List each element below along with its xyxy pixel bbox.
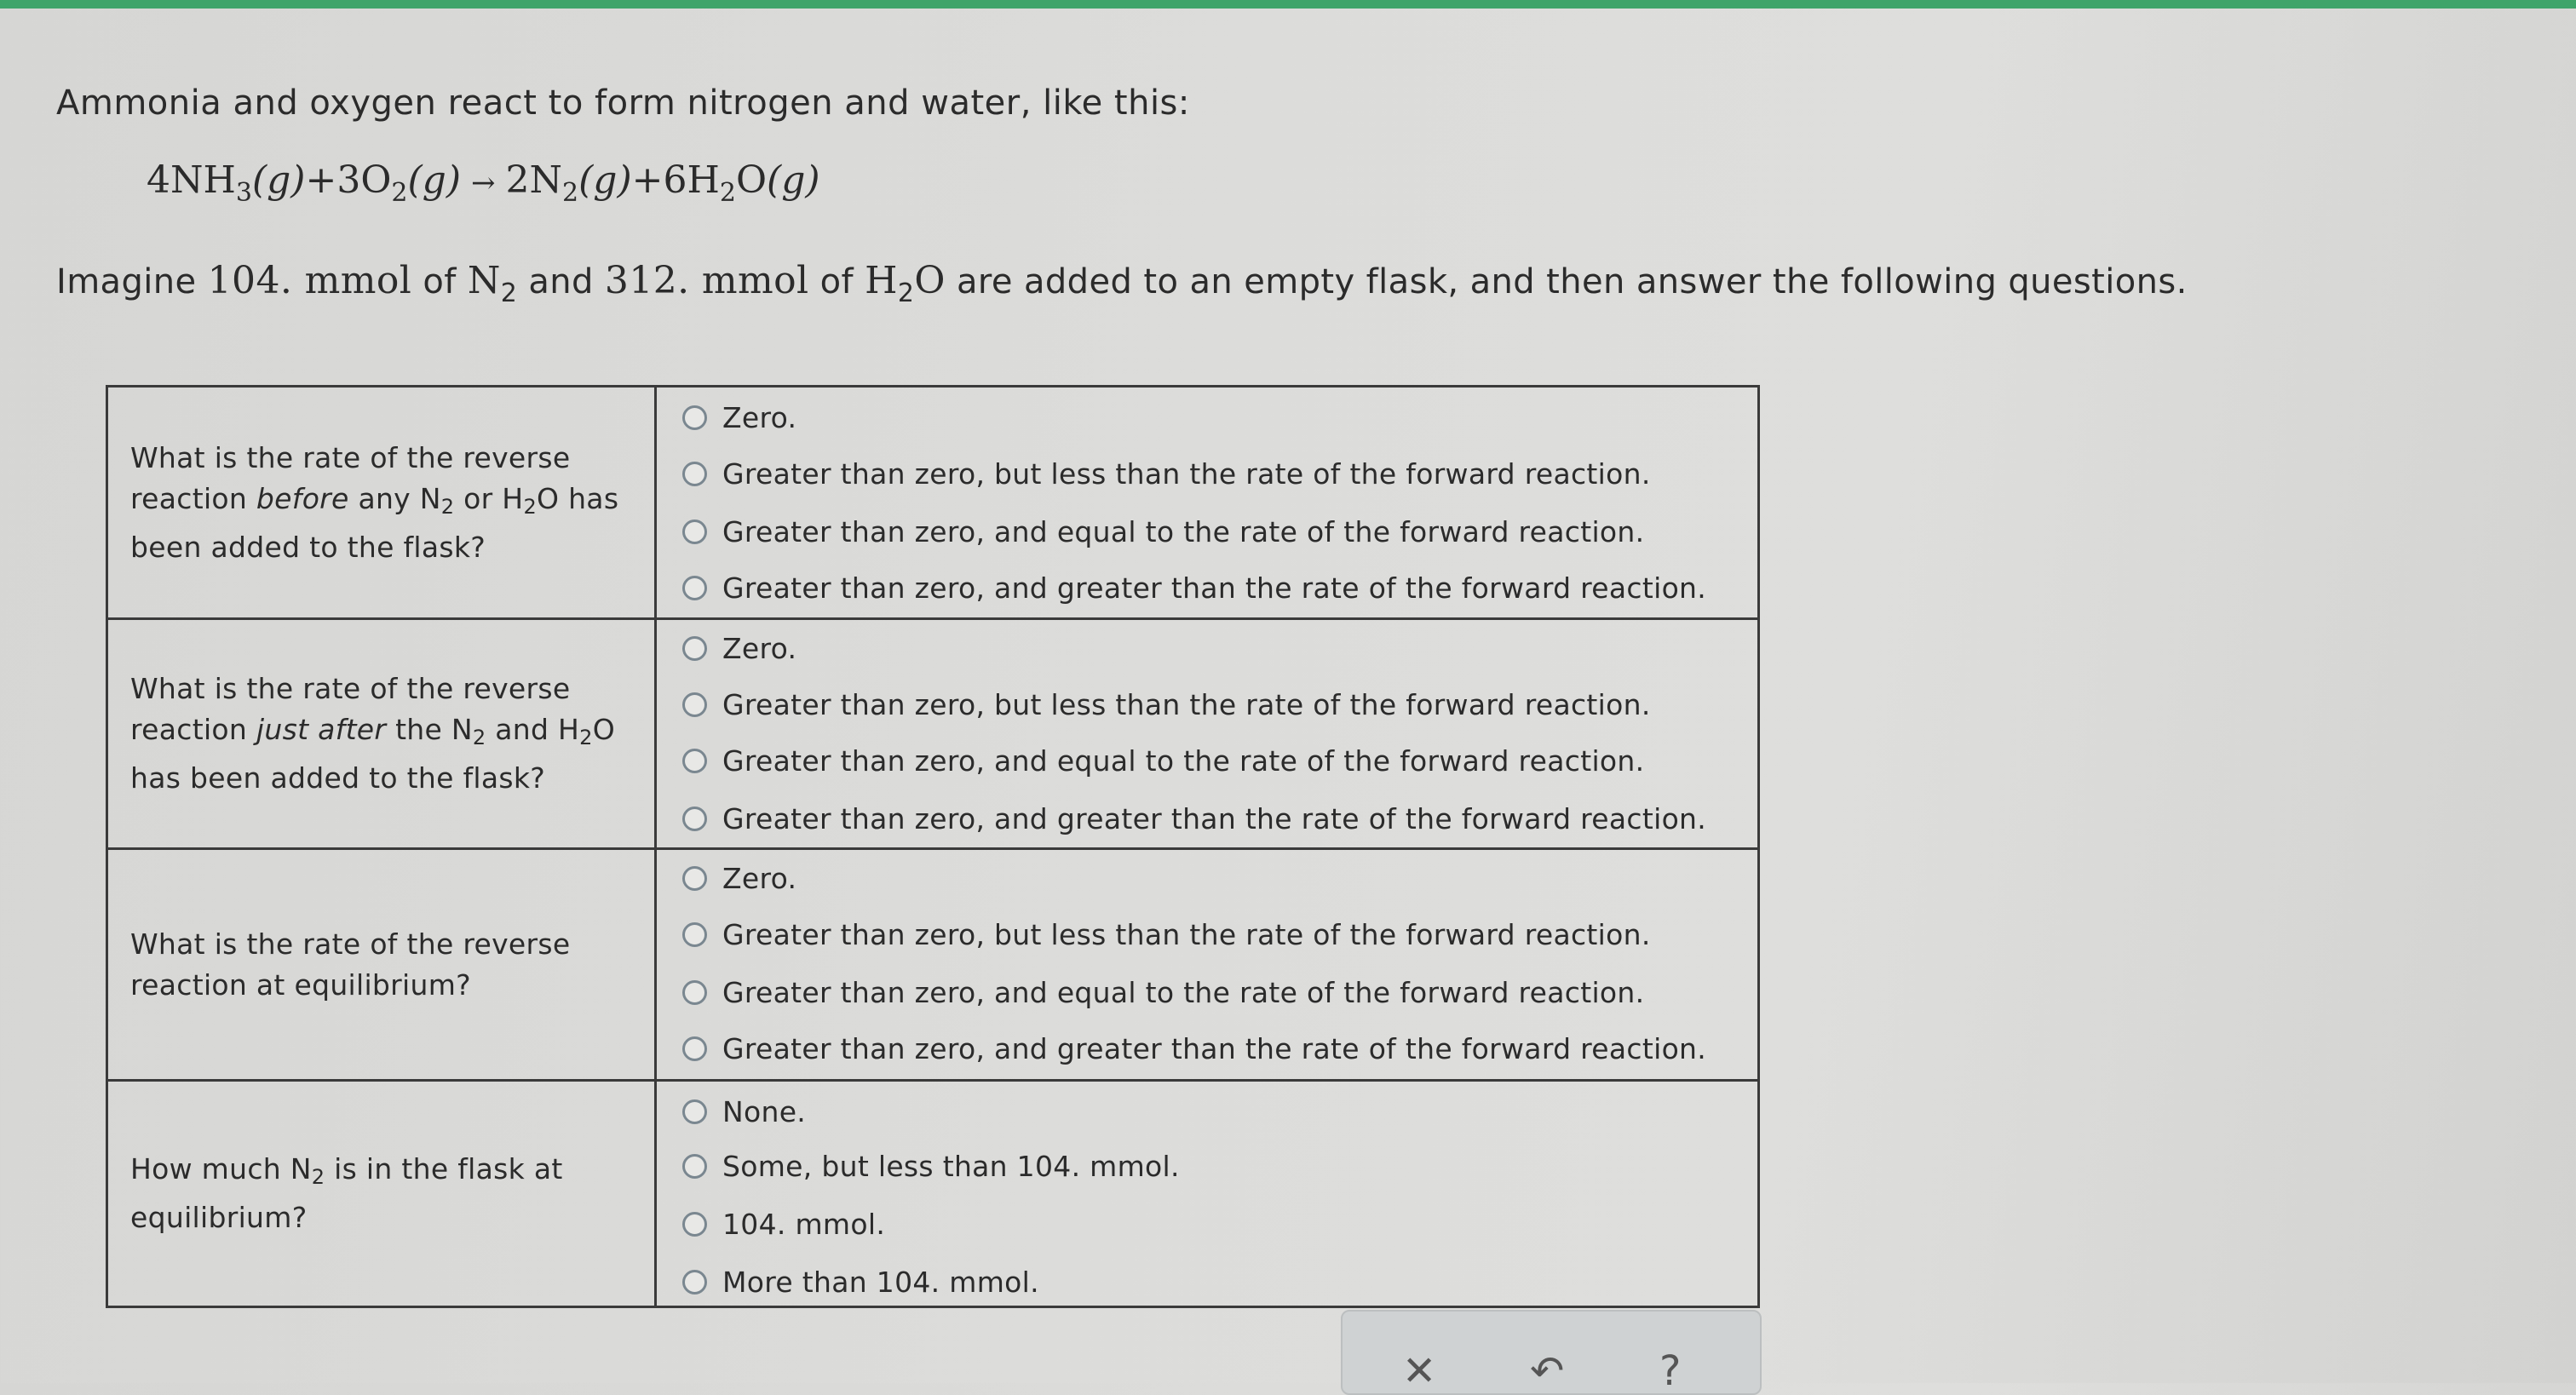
option-label: Some, but less than 104. mmol.: [722, 1150, 1180, 1183]
option-greater-than-forward[interactable]: [682, 802, 1706, 835]
radio-button[interactable]: [682, 866, 707, 891]
radio-button[interactable]: [682, 1154, 707, 1179]
question-row: [108, 1079, 1757, 1306]
option-less-than-forward[interactable]: [682, 918, 1651, 951]
question-table: [106, 385, 1760, 1308]
question-emphasis: before: [256, 481, 349, 515]
h2o-subscript: 2: [897, 278, 915, 308]
radio-button[interactable]: [682, 922, 707, 947]
question-line: equilibrium?: [130, 1201, 308, 1234]
question-line: reaction at equilibrium?: [130, 967, 471, 1002]
question-line: reaction: [130, 713, 256, 746]
scenario-part: of: [808, 262, 865, 301]
scenario-part: are added to an empty flask, and then answer the following questions.: [945, 262, 2188, 301]
eq-species: H: [687, 158, 720, 202]
option-label: Greater than zero, and equal to the rate of the forward reaction.: [722, 744, 1645, 778]
radio-button[interactable]: [682, 636, 707, 661]
option-label: Greater than zero, but less than the rate of the forward reaction.: [722, 457, 1651, 491]
radio-button[interactable]: [682, 1099, 707, 1124]
eq-subscript: 2: [562, 178, 579, 208]
question-cell: [108, 388, 657, 617]
top-accent-bar: [0, 0, 2576, 9]
h2o-formula: H: [865, 259, 898, 302]
question-row: [108, 388, 1757, 617]
question-row: [108, 847, 1757, 1079]
option-label: None.: [722, 1095, 807, 1128]
help-icon[interactable]: ?: [1659, 1347, 1682, 1395]
question-line: or H: [454, 481, 524, 515]
option-exact-amount[interactable]: [682, 1208, 885, 1241]
radio-button[interactable]: [682, 462, 707, 486]
radio-button[interactable]: [682, 980, 707, 1005]
radio-button[interactable]: [682, 576, 707, 600]
option-label: Greater than zero, and greater than the rate of the forward reaction.: [722, 571, 1707, 605]
options-cell: [657, 620, 1757, 847]
question-line: How much N: [130, 1152, 312, 1185]
option-label: Greater than zero, and greater than the rate of the forward reaction.: [722, 802, 1707, 835]
eq-coef: 2: [505, 158, 530, 202]
option-equal-to-forward[interactable]: [682, 515, 1644, 548]
option-label: 104. mmol.: [722, 1208, 886, 1241]
radio-button[interactable]: [682, 1270, 707, 1295]
h2o-formula: O: [914, 259, 946, 302]
question-line: the N: [386, 713, 473, 746]
question-text: [130, 1149, 563, 1238]
option-label: More than 104. mmol.: [722, 1266, 1039, 1299]
h2o-amount: 312. mmol: [604, 259, 809, 302]
question-line: reaction: [130, 481, 256, 515]
option-label: Greater than zero, but less than the rate of the forward reaction.: [722, 918, 1651, 951]
option-zero[interactable]: [682, 862, 796, 895]
reaction-arrow-icon: →: [471, 166, 496, 200]
eq-subscript: 2: [391, 178, 408, 208]
option-label: Greater than zero, and equal to the rate of the forward reaction.: [722, 515, 1645, 548]
option-more-than[interactable]: [682, 1266, 1039, 1299]
scenario-part: Imagine: [56, 262, 208, 301]
option-greater-than-forward[interactable]: [682, 571, 1706, 605]
option-label: Zero.: [722, 862, 797, 895]
eq-state: (g): [251, 158, 306, 202]
eq-species: O: [360, 158, 392, 202]
radio-button[interactable]: [682, 405, 707, 430]
scenario-part: of: [411, 262, 468, 301]
option-label: Zero.: [722, 632, 797, 665]
n2-subscript: 2: [500, 278, 518, 308]
question-cell: [108, 620, 657, 847]
option-label: Greater than zero, and greater than the rate of the forward reaction.: [722, 1032, 1707, 1065]
question-line: What is the rate of the reverse: [130, 672, 571, 705]
question-subscript: 2: [523, 494, 538, 519]
question-text: [130, 924, 571, 1006]
question-line: What is the rate of the reverse: [130, 927, 571, 961]
option-equal-to-forward[interactable]: [682, 744, 1644, 778]
eq-subscript: 3: [235, 178, 252, 208]
eq-coef: 3: [336, 158, 361, 202]
question-line: is in the flask at: [325, 1152, 563, 1185]
question-line: any N: [348, 481, 441, 515]
question-line: O: [592, 713, 616, 746]
question-line: been added to the flask?: [130, 530, 486, 564]
eq-plus: +: [305, 158, 337, 202]
eq-coef: 4: [147, 158, 170, 202]
option-zero[interactable]: [682, 401, 796, 434]
question-line: has been added to the flask?: [130, 761, 546, 795]
question-emphasis: just after: [256, 713, 387, 746]
eq-state: (g): [578, 158, 632, 202]
radio-button[interactable]: [682, 807, 707, 831]
question-subscript: 2: [440, 494, 455, 519]
option-equal-to-forward[interactable]: [682, 976, 1644, 1009]
option-none[interactable]: [682, 1095, 806, 1128]
option-label: Zero.: [722, 401, 797, 434]
question-text: [130, 669, 615, 799]
n2-amount: 104. mmol: [207, 259, 412, 302]
eq-species: N: [529, 158, 563, 202]
reaction-equation: [147, 158, 820, 208]
question-text: [130, 438, 618, 568]
options-cell: [657, 388, 1757, 617]
eq-state: (g): [407, 158, 462, 202]
options-cell: [657, 1082, 1757, 1306]
option-label: Greater than zero, but less than the rate of the forward reaction.: [722, 688, 1651, 721]
question-line: and H: [486, 713, 580, 746]
eq-plus: +: [631, 158, 664, 202]
eq-species: O: [735, 158, 768, 202]
option-some-less[interactable]: [682, 1150, 1180, 1183]
question-cell: [108, 850, 657, 1079]
question-subscript: 2: [311, 1165, 325, 1189]
radio-button[interactable]: [682, 1212, 707, 1237]
scenario-text: [56, 259, 2188, 308]
option-zero[interactable]: [682, 632, 796, 665]
eq-coef: 6: [663, 158, 687, 202]
question-subscript: 2: [472, 726, 486, 749]
question-line: What is the rate of the reverse: [130, 440, 571, 474]
clear-icon[interactable]: ✕: [1402, 1347, 1437, 1395]
question-cell: [108, 1082, 657, 1306]
option-less-than-forward[interactable]: [682, 457, 1651, 491]
radio-button[interactable]: [682, 1036, 707, 1061]
option-label: Greater than zero, and equal to the rate of the forward reaction.: [722, 976, 1645, 1009]
eq-species: NH: [170, 158, 236, 202]
option-greater-than-forward[interactable]: [682, 1032, 1706, 1065]
option-less-than-forward[interactable]: [682, 688, 1651, 721]
undo-icon[interactable]: ↶: [1530, 1347, 1565, 1395]
radio-button[interactable]: [682, 692, 707, 717]
scenario-part: and: [517, 262, 605, 301]
intro-text: Ammonia and oxygen react to form nitrogen and water, like this:: [56, 83, 1190, 123]
radio-button[interactable]: [682, 520, 707, 544]
eq-subscript: 2: [719, 178, 736, 208]
options-cell: [657, 850, 1757, 1079]
question-line: O has: [537, 481, 619, 515]
eq-state: (g): [767, 158, 820, 202]
radio-button[interactable]: [682, 749, 707, 773]
answer-toolbar: [1341, 1310, 1762, 1395]
n2-formula: N: [467, 259, 501, 302]
question-row: [108, 617, 1757, 847]
question-subscript: 2: [579, 726, 593, 749]
